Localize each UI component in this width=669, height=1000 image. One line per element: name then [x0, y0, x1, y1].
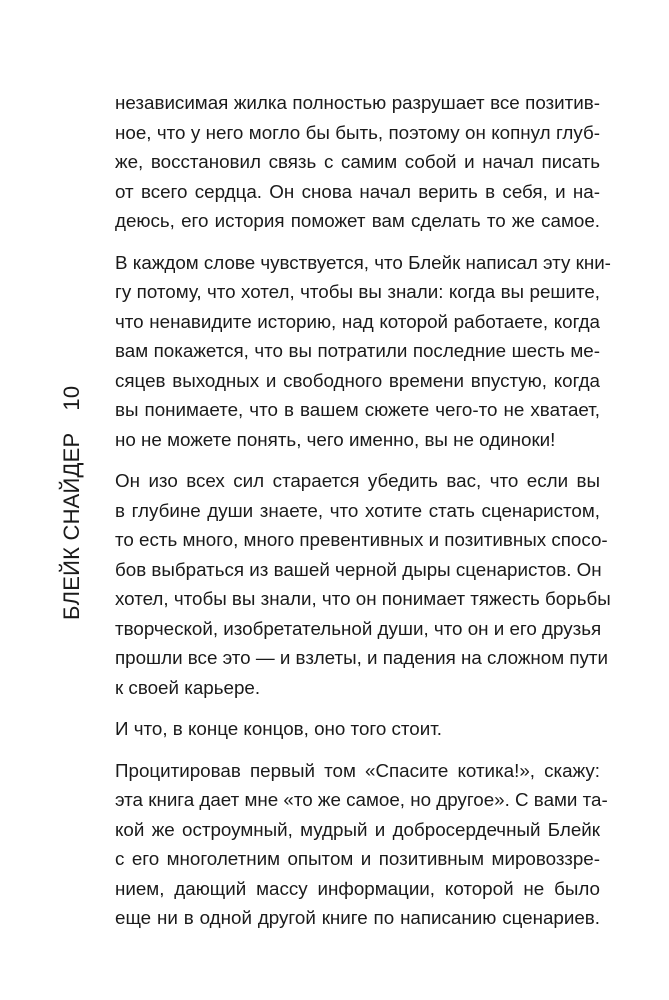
text-line: независимая жилка полностью разрушает все позитив-	[115, 92, 600, 113]
text-line: с его многолетним опытом и позитивным мировоззре-	[115, 848, 600, 869]
text-line: В каждом слове чувствуется, что Блейк написал эту кни-	[115, 251, 611, 273]
text-line: от всего сердца. Он снова начал верить в себя, и на-	[115, 180, 600, 202]
paragraph-3	[115, 466, 611, 702]
text-line: эта книга дает мне «то же самое, но другое». С вами та-	[115, 789, 608, 810]
text-line: И что, в конце концов, оно того стоит.	[115, 718, 442, 739]
text-line: прошли все это — и взлеты, и падения на сложном пути	[115, 647, 609, 668]
text-line: гу потому, что хотел, чтобы вы знали: когда вы решите,	[115, 281, 600, 302]
text-line: еще ни в одной другой книге по написанию сценариев.	[115, 907, 600, 928]
margin-running-head	[55, 350, 89, 620]
text-line: хотел, чтобы вы знали, что он понимает тяжесть борьбы	[115, 588, 611, 609]
body-text	[115, 88, 611, 945]
paragraph-1	[115, 88, 600, 236]
text-line: же, восстановил связь с самим собой и начал писать	[115, 151, 600, 172]
text-line: Он изо всех сил старается убедить вас, что если вы	[115, 470, 600, 491]
text-line: но не можете понять, чего именно, вы не одиноки!	[115, 428, 556, 450]
paragraph-4	[115, 714, 600, 744]
paragraph-2	[115, 248, 611, 455]
text-line: Процитировав первый том «Спасите котика!», скажу:	[115, 759, 600, 781]
text-line: то есть много, много превентивных и позитивных спосо-	[115, 529, 608, 550]
page-number: 10	[59, 385, 84, 411]
text-line: нием, дающий массу информации, которой не было	[115, 877, 600, 899]
text-line: сяцев выходных и свободного времени впустую, когда	[115, 369, 600, 391]
text-line: в глубине души знаете, что хотите стать сценаристом,	[115, 499, 600, 521]
paragraph-5	[115, 756, 608, 933]
text-line: творческой, изобретательной души, что он и его друзья	[115, 617, 602, 639]
text-line: вы понимаете, что в вашем сюжете чего-то не хватает,	[115, 399, 600, 420]
text-line: деюсь, его история поможет вам сделать то же самое.	[115, 210, 600, 231]
text-line: кой же остроумный, мудрый и добросердечный Блейк	[115, 818, 600, 840]
text-line: ное, что у него могло бы быть, поэтому он копнул глуб-	[115, 121, 600, 143]
text-line: бов выбраться из вашей черной дыры сценаристов. Он	[115, 558, 602, 580]
running-head-author: БЛЕЙК СНАЙДЕР	[59, 432, 84, 620]
text-line: вам покажется, что вы потратили последние шесть ме-	[115, 340, 600, 361]
text-line: что ненавидите историю, над которой работаете, когда	[115, 310, 600, 332]
text-line: к своей карьере.	[115, 676, 261, 698]
